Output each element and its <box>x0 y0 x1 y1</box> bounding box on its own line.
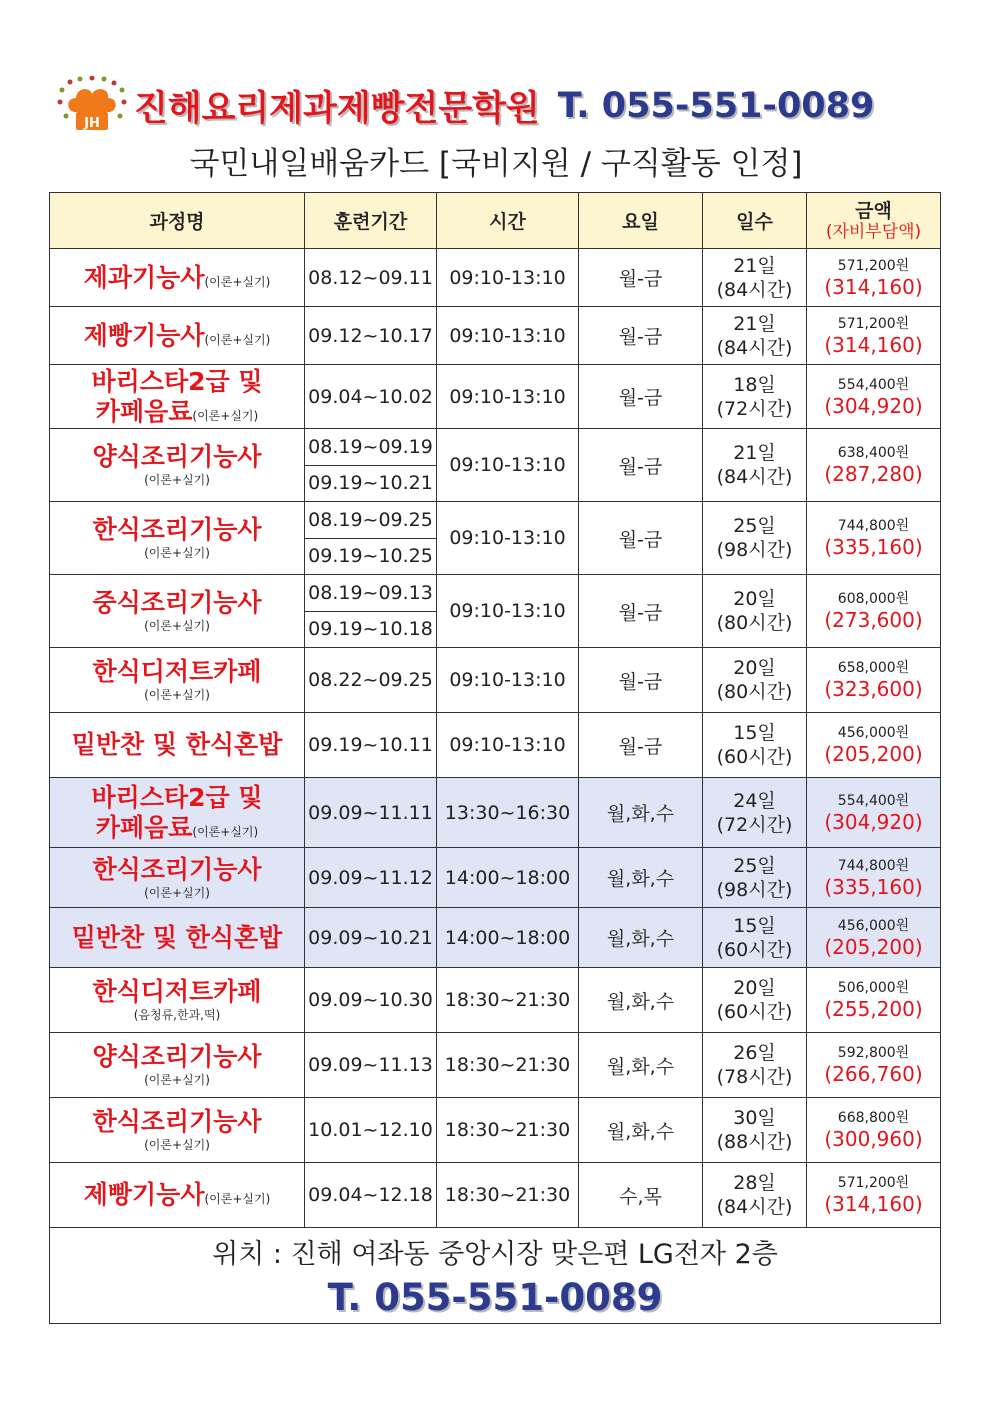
full-price: 668,800원 <box>837 1110 910 1126</box>
table-row <box>50 848 941 908</box>
course-cell <box>50 1098 305 1163</box>
table-row <box>50 365 941 429</box>
table-header-row <box>50 193 941 249</box>
course-name: 한식조리기능사 <box>92 1107 262 1136</box>
table-row <box>50 1098 941 1163</box>
day-count: 20일 <box>733 977 776 999</box>
course-note: (이론+실기) <box>144 885 210 900</box>
weekday: 월-금 <box>579 575 703 648</box>
course-cell <box>50 429 305 502</box>
location-text: 위치 : 진해 여좌동 중앙시장 맞은편 LG전자 2층 <box>212 1238 778 1270</box>
table-body <box>50 249 941 1228</box>
full-price: 744,800원 <box>837 857 910 874</box>
amount-cell <box>807 848 941 908</box>
day-count: 21일 <box>733 442 776 464</box>
course-note: (이론+실기) <box>192 824 259 839</box>
course-name: 한식디저트카페 <box>92 977 262 1006</box>
table-row <box>50 713 941 778</box>
course-cell <box>50 1163 305 1228</box>
training-period: 09.04~12.18 <box>305 1163 437 1228</box>
class-time: 14:00~18:00 <box>437 908 579 968</box>
class-time: 09:10-13:10 <box>437 648 579 713</box>
days-cell <box>703 249 807 307</box>
hour-count: (84시간) <box>716 1196 793 1218</box>
course-name: 제빵기능사 <box>83 1180 205 1209</box>
days-cell <box>703 648 807 713</box>
title-row <box>56 74 874 138</box>
weekday: 월,화,수 <box>579 778 703 848</box>
days-cell <box>703 575 807 648</box>
table-row <box>50 502 941 575</box>
class-time: 18:30~21:30 <box>437 1098 579 1163</box>
course-note: (이론+실기) <box>192 408 259 423</box>
course-note: (이론+실기) <box>204 274 271 289</box>
day-count: 15일 <box>733 914 776 937</box>
day-count: 26일 <box>733 1042 776 1064</box>
day-count: 15일 <box>733 722 776 744</box>
training-period: 09.09~11.13 <box>305 1033 437 1098</box>
weekday: 수,목 <box>579 1163 703 1228</box>
class-time: 09:10-13:10 <box>437 713 579 778</box>
days-cell <box>703 307 807 365</box>
training-period: 09.19~10.18 <box>308 618 433 641</box>
day-count: 21일 <box>733 254 776 277</box>
self-pay-price: (323,600) <box>824 677 923 701</box>
period-cell <box>305 575 437 648</box>
hour-count: (72시간) <box>716 813 793 836</box>
day-count: 25일 <box>733 515 776 537</box>
self-pay-price: (300,960) <box>824 1127 923 1151</box>
class-time: 13:30~16:30 <box>437 778 579 848</box>
hour-count: (84시간) <box>716 278 793 301</box>
course-cell <box>50 778 305 848</box>
self-pay-price: (255,200) <box>824 997 923 1021</box>
class-time: 09:10-13:10 <box>437 307 579 365</box>
header-amount-sub: (자비부담액) <box>825 221 922 242</box>
course-note: (이론+실기) <box>144 1073 210 1087</box>
weekday: 월-금 <box>579 648 703 713</box>
course-note: (이론+실기) <box>144 619 210 633</box>
weekday: 월,화,수 <box>579 1033 703 1098</box>
day-count: 30일 <box>733 1107 776 1129</box>
course-note: (이론+실기) <box>144 688 210 702</box>
course-note: (이론+실기) <box>144 1138 210 1152</box>
training-period: 08.19~09.19 <box>305 429 436 466</box>
course-note: (음청류,한과,떡) <box>133 1008 221 1022</box>
course-name-line2: 카페음료 <box>95 396 193 426</box>
class-time: 18:30~21:30 <box>437 1163 579 1228</box>
header-weekday: 요일 <box>579 193 703 249</box>
table-row <box>50 249 941 307</box>
header-course: 과정명 <box>50 193 305 249</box>
hour-count: (84시간) <box>716 336 793 359</box>
training-period: 10.01~12.10 <box>305 1098 437 1163</box>
training-period: 08.12~09.11 <box>305 249 437 307</box>
course-note: (이론+실기) <box>204 332 271 347</box>
course-name: 한식조리기능사 <box>92 854 262 884</box>
self-pay-price: (287,280) <box>824 462 923 486</box>
training-period: 09.12~10.17 <box>305 307 437 365</box>
course-cell <box>50 307 305 365</box>
full-price: 456,000원 <box>837 917 910 934</box>
training-period: 09.09~11.11 <box>305 778 437 848</box>
amount-cell <box>807 1098 941 1163</box>
day-count: 25일 <box>733 854 776 877</box>
table-row <box>50 778 941 848</box>
amount-cell <box>807 1163 941 1228</box>
footer-cell <box>50 1228 941 1324</box>
course-name: 바리스타2급 및 <box>91 782 263 812</box>
course-cell <box>50 1033 305 1098</box>
header-days: 일수 <box>703 193 807 249</box>
table-row <box>50 968 941 1033</box>
course-name: 밑반찬 및 한식혼밥 <box>71 922 283 952</box>
weekday: 월-금 <box>579 365 703 429</box>
days-cell <box>703 1033 807 1098</box>
weekday: 월-금 <box>579 713 703 778</box>
amount-cell <box>807 365 941 429</box>
table-row <box>50 1163 941 1228</box>
hour-count: (60시간) <box>716 1001 793 1023</box>
course-cell <box>50 249 305 307</box>
full-price: 571,200원 <box>837 1175 910 1191</box>
amount-cell <box>807 307 941 365</box>
training-period: 08.22~09.25 <box>305 648 437 713</box>
training-period: 08.19~09.25 <box>305 502 436 539</box>
hour-count: (84시간) <box>716 466 793 488</box>
course-name: 제빵기능사 <box>83 320 205 350</box>
self-pay-price: (304,920) <box>824 809 923 834</box>
self-pay-price: (335,160) <box>824 874 923 899</box>
weekday: 월,화,수 <box>579 1098 703 1163</box>
full-price: 571,200원 <box>837 257 910 274</box>
self-pay-price: (205,200) <box>824 742 923 766</box>
amount-cell <box>807 648 941 713</box>
days-cell <box>703 713 807 778</box>
self-pay-price: (273,600) <box>824 608 923 632</box>
weekday: 월-금 <box>579 307 703 365</box>
training-period: 09.09~10.30 <box>305 968 437 1033</box>
amount-cell <box>807 429 941 502</box>
weekday: 월-금 <box>579 502 703 575</box>
full-price: 638,400원 <box>837 445 910 461</box>
hour-count: (72시간) <box>716 397 793 420</box>
class-time: 09:10-13:10 <box>437 249 579 307</box>
training-period: 09.09~10.21 <box>305 908 437 968</box>
course-name: 밑반찬 및 한식혼밥 <box>71 730 283 759</box>
days-cell <box>703 778 807 848</box>
day-count: 18일 <box>733 373 776 396</box>
table-row <box>50 429 941 502</box>
course-cell <box>50 908 305 968</box>
class-time: 09:10-13:10 <box>437 365 579 429</box>
course-cell <box>50 575 305 648</box>
course-name: 한식디저트카페 <box>92 657 262 686</box>
hour-count: (80시간) <box>716 681 793 703</box>
self-pay-price: (266,760) <box>824 1062 923 1086</box>
full-price: 506,000원 <box>837 980 910 996</box>
self-pay-price: (314,160) <box>824 274 923 299</box>
class-time: 09:10-13:10 <box>437 575 579 648</box>
full-price: 554,400원 <box>837 376 910 393</box>
course-schedule-table <box>49 192 941 1324</box>
full-price: 608,000원 <box>837 591 910 607</box>
amount-cell <box>807 713 941 778</box>
weekday: 월,화,수 <box>579 848 703 908</box>
document-header <box>0 68 992 190</box>
course-cell <box>50 502 305 575</box>
course-cell <box>50 713 305 778</box>
course-note: (이론+실기) <box>204 1192 271 1206</box>
self-pay-price: (205,200) <box>824 934 923 959</box>
course-note: (이론+실기) <box>144 546 210 560</box>
course-name: 바리스타2급 및 <box>91 366 263 396</box>
full-price: 571,200원 <box>837 315 910 332</box>
days-cell <box>703 365 807 429</box>
course-cell <box>50 365 305 429</box>
hour-count: (60시간) <box>716 746 793 768</box>
hour-count: (80시간) <box>716 612 793 634</box>
academy-title: 진해요리제과제빵전문학원 <box>134 89 540 129</box>
training-period: 09.09~11.12 <box>305 848 437 908</box>
training-period: 09.19~10.11 <box>305 713 437 778</box>
course-name: 한식조리기능사 <box>92 515 262 544</box>
days-cell <box>703 908 807 968</box>
course-name: 중식조리기능사 <box>92 588 262 617</box>
days-cell <box>703 1098 807 1163</box>
full-price: 592,800원 <box>837 1045 910 1061</box>
day-count: 24일 <box>733 789 776 812</box>
header-amount-label: 금액 <box>855 199 892 222</box>
days-cell <box>703 429 807 502</box>
amount-cell <box>807 908 941 968</box>
period-cell <box>305 429 437 502</box>
weekday: 월-금 <box>579 249 703 307</box>
table-row <box>50 307 941 365</box>
full-price: 554,400원 <box>837 792 910 809</box>
class-time: 09:10-13:10 <box>437 429 579 502</box>
header-period: 훈련기간 <box>305 193 437 249</box>
training-period: 08.19~09.13 <box>305 575 436 612</box>
days-cell <box>703 848 807 908</box>
table-row <box>50 908 941 968</box>
header-amount <box>807 193 941 249</box>
course-name: 양식조리기능사 <box>92 442 262 471</box>
course-name: 양식조리기능사 <box>92 1042 262 1071</box>
class-time: 14:00~18:00 <box>437 848 579 908</box>
amount-cell <box>807 968 941 1033</box>
weekday: 월-금 <box>579 429 703 502</box>
days-cell <box>703 968 807 1033</box>
days-cell <box>703 1163 807 1228</box>
header-time: 시간 <box>437 193 579 249</box>
days-cell <box>703 502 807 575</box>
training-period: 09.19~10.21 <box>308 472 433 495</box>
full-price: 744,800원 <box>837 518 910 534</box>
training-period: 09.19~10.25 <box>308 545 433 568</box>
amount-cell <box>807 575 941 648</box>
self-pay-price: (335,160) <box>824 535 923 559</box>
hour-count: (78시간) <box>716 1066 793 1088</box>
weekday: 월,화,수 <box>579 908 703 968</box>
self-pay-price: (304,920) <box>824 393 923 418</box>
table-row <box>50 1033 941 1098</box>
day-count: 20일 <box>733 657 776 679</box>
class-time: 18:30~21:30 <box>437 968 579 1033</box>
day-count: 20일 <box>733 588 776 610</box>
training-period: 09.04~10.02 <box>305 365 437 429</box>
hour-count: (88시간) <box>716 1131 793 1153</box>
class-time: 18:30~21:30 <box>437 1033 579 1098</box>
footer-row <box>50 1228 941 1324</box>
self-pay-price: (314,160) <box>824 332 923 357</box>
table-row <box>50 575 941 648</box>
course-cell <box>50 848 305 908</box>
course-name: 제과기능사 <box>83 262 205 292</box>
day-count: 21일 <box>733 312 776 335</box>
period-cell <box>305 502 437 575</box>
course-name-line2: 카페음료 <box>95 812 193 842</box>
full-price: 658,000원 <box>837 660 910 676</box>
day-count: 28일 <box>733 1172 776 1194</box>
class-time: 09:10-13:10 <box>437 502 579 575</box>
amount-cell <box>807 778 941 848</box>
self-pay-price: (314,160) <box>824 1192 923 1216</box>
course-cell <box>50 648 305 713</box>
full-price: 456,000원 <box>837 725 910 741</box>
weekday: 월,화,수 <box>579 968 703 1033</box>
hour-count: (60시간) <box>716 938 793 961</box>
header-phone: T. 055-551-0089 <box>557 86 875 126</box>
amount-cell <box>807 1033 941 1098</box>
subtitle: 국민내일배움카드 [국비지원 / 구직활동 인정] <box>189 146 803 182</box>
logo-text: JH <box>84 116 100 131</box>
chef-hat-logo-icon <box>56 76 128 136</box>
hour-count: (98시간) <box>716 539 793 561</box>
course-cell <box>50 968 305 1033</box>
hour-count: (98시간) <box>716 878 793 901</box>
course-note: (이론+실기) <box>144 473 210 487</box>
table-row <box>50 648 941 713</box>
amount-cell <box>807 502 941 575</box>
footer-phone: T. 055-551-0089 <box>327 1275 663 1319</box>
amount-cell <box>807 249 941 307</box>
